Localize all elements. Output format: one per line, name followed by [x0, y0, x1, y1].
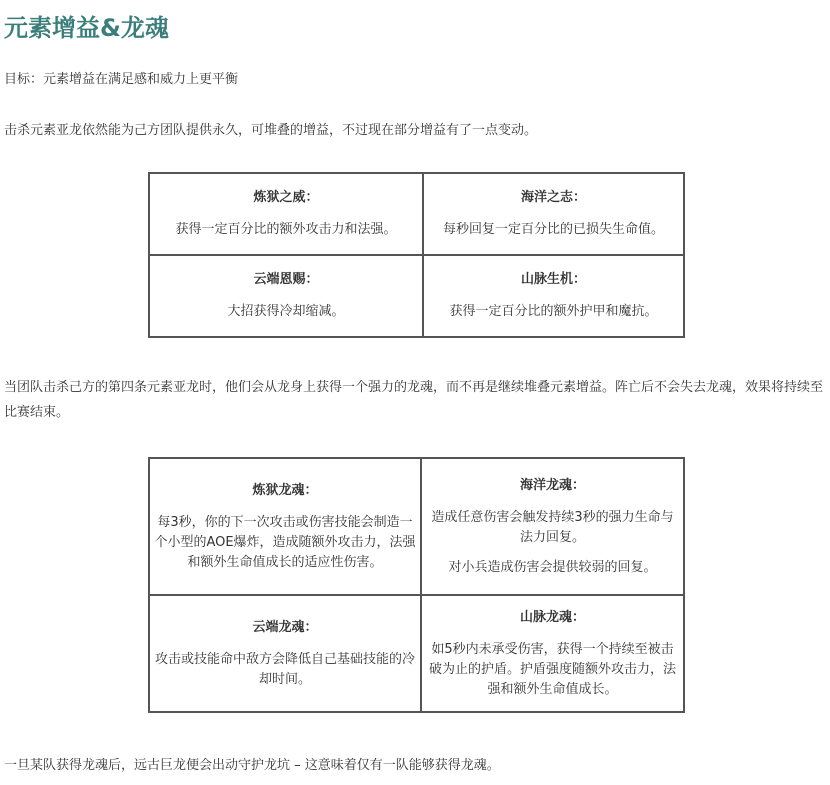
- soul-desc: 如5秒内未承受伤害，获得一个持续至被击破为止的护盾。护盾强度随额外攻击力，法强和额外生命值成长。: [428, 641, 676, 697]
- soul-name: 云端龙魂：: [252, 619, 318, 635]
- goal-text: 目标：元素增益在满足感和威力上更平衡: [4, 72, 239, 87]
- dragon-souls-table: [148, 457, 685, 713]
- page-title: 元素增益&龙魂: [4, 14, 169, 42]
- soul-name: 炼狱龙魂：: [252, 482, 318, 498]
- buff-cell-mountain: [423, 255, 684, 337]
- soul-name: 山脉龙魂：: [519, 609, 585, 625]
- buff-cell-ocean: [423, 173, 684, 255]
- soul-desc: 每3秒，你的下一次攻击或伤害技能会制造一个小型的AOE爆炸，造成随额外攻击力，法强和额外生命值成长的适应性伤害。: [154, 514, 416, 570]
- elemental-buffs-table: [148, 172, 685, 338]
- soul-cell-infernal: [149, 458, 421, 595]
- soul-intro-text: 当团队击杀己方的第四条元素亚龙时，他们会从龙身上获得一个强力的龙魂，而不再是继续堆叠元素增益。阵亡后不会失去龙魂，效果将持续至比赛结束。: [4, 380, 824, 420]
- soul-desc-extra: 对小兵造成伤害会提供较弱的回复。: [448, 559, 657, 575]
- intro-text: 击杀元素亚龙依然能为己方团队提供永久，可堆叠的增益，不过现在部分增益有了一点变动。: [4, 123, 538, 138]
- soul-cell-cloud: [149, 595, 421, 712]
- buff-cell-infernal: [149, 173, 423, 255]
- buff-name: 山脉生机：: [520, 272, 586, 287]
- buff-name: 云端恩赐：: [253, 272, 319, 287]
- soul-name: 海洋龙魂：: [519, 477, 585, 493]
- soul-cell-ocean: [421, 458, 684, 595]
- buff-name: 炼狱之威：: [253, 190, 319, 205]
- buff-desc: 获得一定百分比的额外攻击力和法强。: [175, 222, 397, 237]
- buff-desc: 大招获得冷却缩减。: [227, 304, 345, 319]
- buff-cell-cloud: [149, 255, 423, 337]
- buff-name: 海洋之志：: [520, 190, 586, 205]
- buff-desc: 获得一定百分比的额外护甲和魔抗。: [449, 304, 658, 319]
- soul-cell-mountain: [421, 595, 684, 712]
- soul-desc: 攻击或技能命中敌方会降低自己基础技能的冷却时间。: [154, 651, 415, 687]
- outro-text: 一旦某队获得龙魂后，远古巨龙便会出动守护龙坑 – 这意味着仅有一队能够获得龙魂。: [4, 758, 500, 773]
- soul-desc: 造成任意伤害会触发持续3秒的强力生命与法力回复。: [431, 509, 674, 545]
- buff-desc: 每秒回复一定百分比的已损失生命值。: [442, 222, 664, 237]
